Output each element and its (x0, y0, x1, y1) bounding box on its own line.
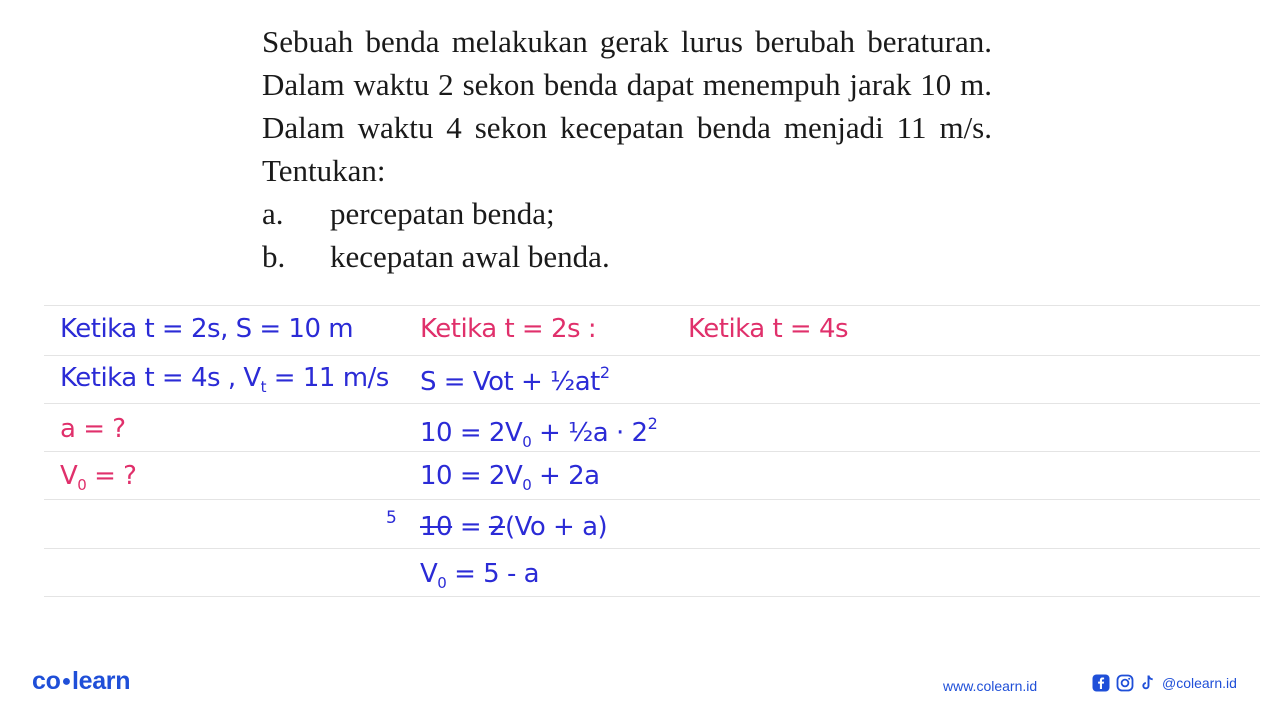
eq3-post: + 2a (531, 461, 600, 491)
given-2-mid: = 11 (266, 363, 343, 393)
ruled-line (44, 499, 1260, 500)
ruled-line (44, 596, 1260, 597)
ask-v0-sub: 0 (77, 476, 87, 494)
eq1-pre: S = Vot + ½at (420, 367, 600, 397)
option-a-text: percepatan benda; (330, 196, 555, 231)
col3-heading: Ketika t = 4s (688, 314, 849, 344)
eq4-a: 10 (420, 512, 453, 542)
ask-initial-velocity (60, 461, 136, 494)
eq2-sup: 2 (647, 414, 658, 433)
option-b (262, 235, 992, 278)
social-handle[interactable]: @colearn.id (1162, 675, 1237, 691)
ruled-line (44, 305, 1260, 306)
equation-3 (420, 461, 600, 494)
option-a (262, 192, 992, 235)
ruled-line (44, 403, 1260, 404)
eq4-d: (Vo + a) (504, 512, 608, 542)
given-line-2 (60, 363, 389, 396)
equation-2 (420, 414, 657, 451)
option-b-text: kecepatan awal benda. (330, 239, 610, 274)
ruled-line (44, 451, 1260, 452)
equation-1 (420, 363, 610, 397)
social-links (1092, 674, 1237, 692)
eq4-factor-note: 5 (386, 508, 397, 528)
given-2-pre: Ketika t = 4s , V (60, 363, 261, 393)
eq2-sub: 0 (522, 433, 532, 451)
given-line-1: Ketika t = 2s, S = 10 m (60, 314, 354, 344)
ask-v0-pre: V (60, 461, 78, 491)
option-a-key: a. (262, 196, 284, 231)
website-link[interactable]: www.colearn.id (943, 678, 1038, 694)
problem-paragraph: Sebuah benda melakukan gerak lurus berubah beraturan. Dalam waktu 2 sekon benda dapat menempuh jarak 10 m. Dalam waktu 4 sekon kecepatan benda menjadi 11 m/s. Tentukan: (262, 24, 992, 188)
eq3-sub: 0 (522, 476, 532, 494)
eq4-b: = (452, 512, 489, 542)
eq5-sub: 0 (437, 574, 447, 592)
eq5-pre: V (420, 559, 438, 589)
eq1-sup: 2 (599, 363, 610, 382)
given-2-unit: m/s (342, 363, 389, 393)
ruled-line (44, 355, 1260, 356)
eq3-pre: 10 = 2V (420, 461, 523, 491)
equation-4 (420, 512, 607, 542)
logo-dot: ● (61, 673, 71, 690)
ask-v0-post: = ? (86, 461, 137, 491)
given-2-sub: t (260, 378, 267, 396)
col2-heading: Ketika t = 2s : (420, 314, 597, 344)
facebook-icon[interactable] (1092, 674, 1110, 692)
eq4-c: 2 (488, 512, 505, 542)
tiktok-icon[interactable] (1140, 674, 1156, 692)
ask-acceleration: a = ? (60, 414, 126, 444)
colearn-logo (32, 667, 130, 696)
instagram-icon[interactable] (1116, 674, 1134, 692)
logo-left: co (32, 667, 61, 695)
option-b-key: b. (262, 239, 286, 274)
equation-5 (420, 559, 539, 592)
logo-right: learn (71, 667, 131, 695)
ruled-line (44, 548, 1260, 549)
eq5-post: = 5 - a (446, 559, 540, 589)
eq2-pre: 10 = 2V (420, 418, 523, 448)
problem-statement (262, 20, 992, 278)
eq2-mid: + ½a · 2 (531, 418, 648, 448)
